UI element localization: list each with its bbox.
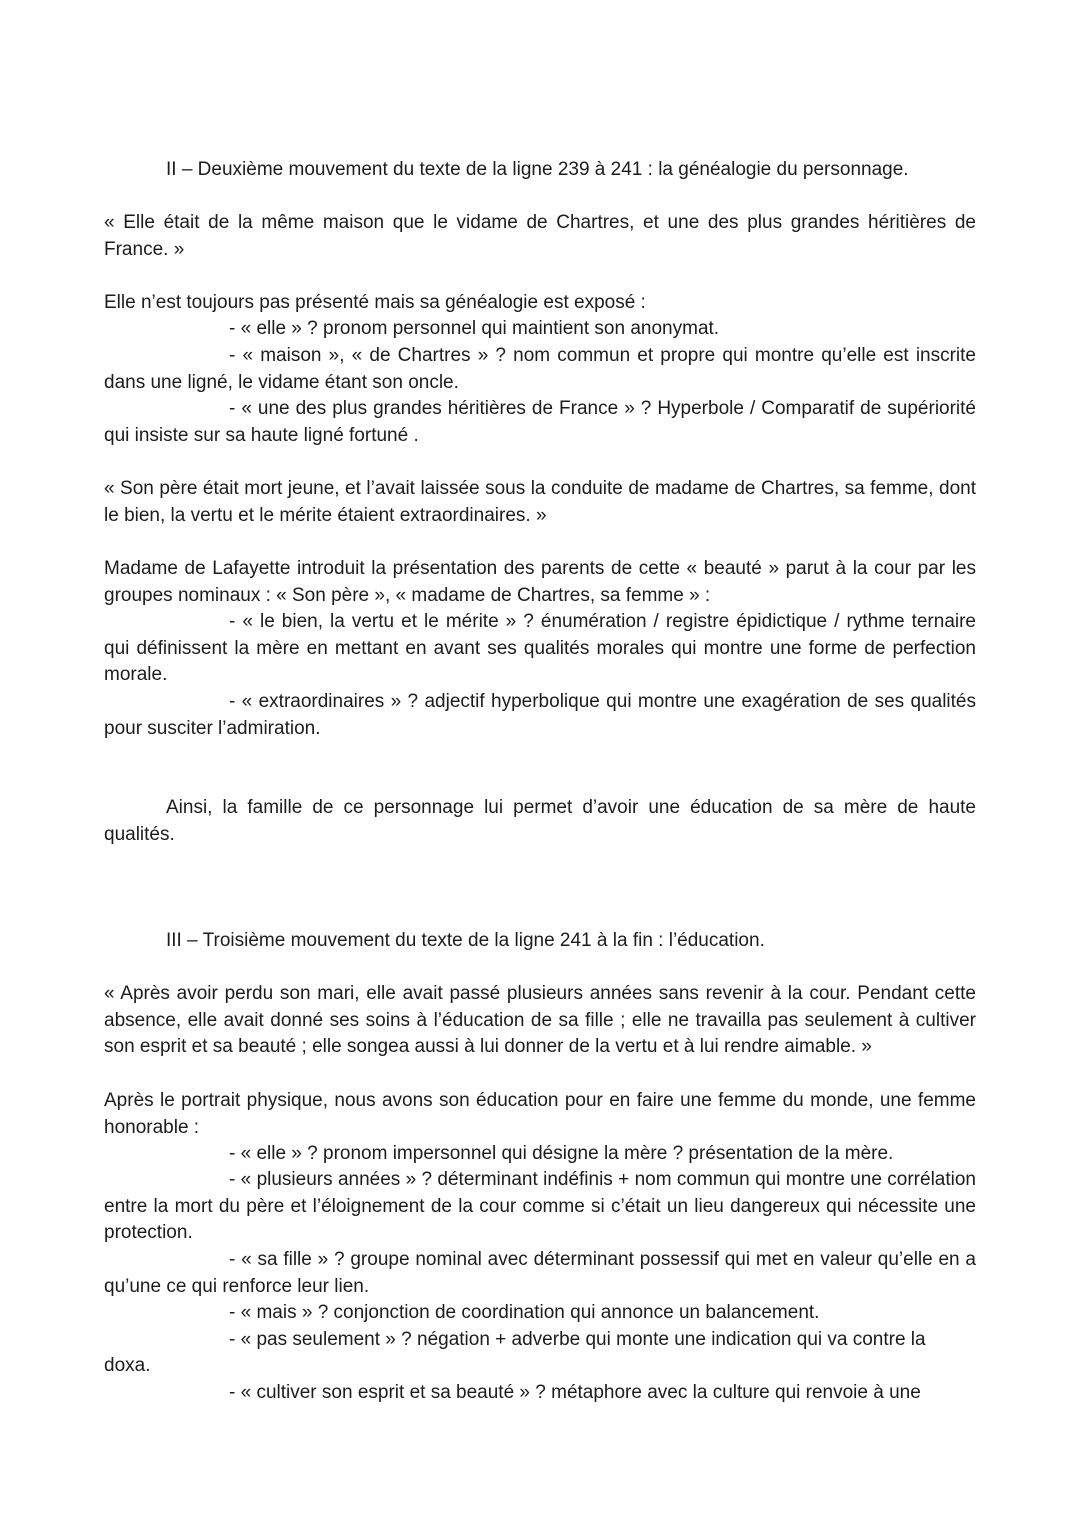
analysis-item: - « plusieurs années » ? déterminant indéfinis + nom commun qui montre une corrélation entre la mort du père et l’éloignement de la cour comme si c’était un lieu dangereux qui nécessite une protection. [104,1169,976,1243]
section-2-heading: II – Deuxième mouvement du texte de la ligne 239 à 241 : la généalogie du personnage. [166,159,909,180]
section-2-conclusion: Ainsi, la famille de ce personnage lui permet d’avoir une éducation de sa mère de haute qualités. [104,797,976,845]
analysis-item-continuation: doxa. [104,1355,151,1376]
section-3-quote-1: « Après avoir perdu son mari, elle avait passé plusieurs années sans revenir à la cour. Pendant cette absence, elle avait donné ses soins à l’éducation de sa fille ; elle ne travailla pas seulement à cultiver son esprit et sa beauté ; elle songea aussi à lui donner de la vertu et à lui rendre aimable. » [104,983,976,1057]
section-2-intro-1: Elle n’est toujours pas présenté mais sa généalogie est exposé : [104,292,646,313]
section-2-quote-1: « Elle était de la même maison que le vidame de Chartres, et une des plus grandes héritières de France. » [104,212,976,260]
section-2-intro-2: Madame de Lafayette introduit la présentation des parents de cette « beauté » parut à la cour par les groupes nominaux : « Son père », « madame de Chartres, sa femme » : [104,558,976,606]
analysis-item: - « pas seulement » ? négation + adverbe qui monte une indication qui va contre la [229,1329,926,1350]
section-2-quote-2: « Son père était mort jeune, et l’avait laissée sous la conduite de madame de Chartres, sa femme, dont le bien, la vertu et le mérite étaient extraordinaires. » [104,478,976,526]
section-3-heading: III – Troisième mouvement du texte de la ligne 241 à la fin : l’éducation. [166,930,765,951]
analysis-item: - « une des plus grandes héritières de France » ? Hyperbole / Comparatif de supériorité qui insiste sur sa haute ligné fortuné . [104,398,976,446]
analysis-item: - « le bien, la vertu et le mérite » ? énumération / registre épidictique / rythme ternaire qui définissent la mère en mettant en avant ses qualités morales qui montre une forme de perfection morale. [104,611,976,685]
analysis-item: - « cultiver son esprit et sa beauté » ? métaphore avec la culture qui renvoie à une [229,1382,921,1403]
analysis-item: - « sa fille » ? groupe nominal avec déterminant possessif qui met en valeur qu’elle en a qu’une ce qui renforce leur lien. [104,1249,976,1297]
analysis-item: - « elle » ? pronom impersonnel qui désigne la mère ? présentation de la mère. [229,1143,894,1164]
analysis-item: - « mais » ? conjonction de coordination qui annonce un balancement. [229,1302,820,1323]
analysis-item: - « elle » ? pronom personnel qui maintient son anonymat. [229,318,720,339]
analysis-item: - « maison », « de Chartres » ? nom commun et propre qui montre qu’elle est inscrite dans une ligné, le vidame étant son oncle. [104,345,976,393]
analysis-item: - « extraordinaires » ? adjectif hyperbolique qui montre une exagération de ses qualités pour susciter l’admiration. [104,691,976,739]
section-3-intro-1: Après le portrait physique, nous avons son éducation pour en faire une femme du monde, une femme honorable : [104,1090,976,1138]
